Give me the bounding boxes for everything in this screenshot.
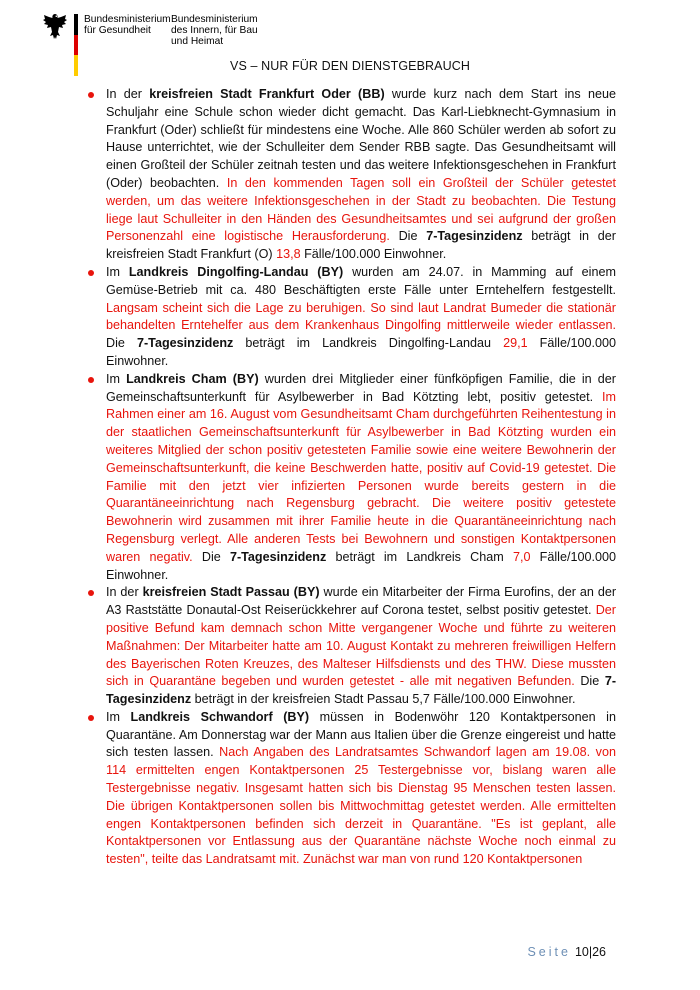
body-text: beträgt in der kreisfreien Stadt Passau 5,7 Fälle/100.000 Einwohner. bbox=[191, 692, 576, 707]
page-total: 26 bbox=[592, 945, 606, 959]
bold-text: kreisfreien Stadt Frankfurt Oder (BB) bbox=[149, 87, 385, 101]
update-text: Nach Angaben des Landratsamtes Schwandorf lagen am 19.08. von 114 ermittelten engen Kontaktpersonen 25 Testergebnisse vor, bislang waren alle Testergebnisse negativ. Insgesamt hatten sich bis Dienstag 95 Menschen testen lassen. Die übrigen Kontaktpersonen sollen bis Mittwochmittag getestet werden. Alle ermittelten engen Kontaktpersonen befinden sich derzeit in Quarantäne. "Es ist geplant, alle Kontaktpersonen vor Entlassung aus der Quarantäne nächste Woche noch einmal zu testen", teilte das Landratsamt mit. Zunächst war man von rund 120 Kontaktpersonen bbox=[106, 745, 616, 867]
report-item bbox=[106, 709, 616, 869]
bold-text: kreisfreien Stadt Passau (BY) bbox=[142, 585, 320, 600]
body-text: Die bbox=[389, 229, 427, 244]
body-text: wurden am 24.07. in Mamming auf einem Gemüse-Betrieb mit ca. 480 Beschäftigten erste Fälle unter Erntehelfern festgestellt. bbox=[106, 264, 616, 297]
body-text: Die bbox=[574, 674, 605, 689]
page-footer bbox=[0, 945, 606, 959]
update-text: 13,8 bbox=[276, 247, 301, 262]
body-text: beträgt im Landkreis Dingolfing-Landau bbox=[233, 336, 504, 351]
update-text: Langsam scheint sich die Lage zu beruhigen. So sind laut Landrat Bumeder die stationär behandelten Erntehelfer aus dem Krankenhaus Dingolfing mittlerweile wieder entlassen. bbox=[106, 300, 616, 333]
bold-text: Landkreis Schwandorf (BY) bbox=[130, 709, 310, 724]
federal-eagle-icon bbox=[42, 12, 68, 42]
report-item bbox=[106, 371, 616, 585]
body-text: Fälle/100.000 Einwohner. bbox=[106, 549, 616, 582]
report-item bbox=[106, 86, 616, 264]
bullet-icon bbox=[88, 377, 94, 383]
body-text: Die bbox=[106, 336, 137, 351]
update-text: 29,1 bbox=[503, 336, 528, 351]
body-text: Im bbox=[106, 709, 131, 724]
bold-text: Landkreis Cham (BY) bbox=[126, 371, 259, 386]
page-separator: | bbox=[588, 945, 593, 959]
report-body bbox=[106, 86, 616, 869]
body-text: wurde ein Mitarbeiter der Firma Eurofins, der an der A3 Raststätte Donautal-Ost Reiserückkehrer auf Corona testet, selbst positiv getestet. bbox=[106, 585, 617, 618]
body-text: wurden drei Mitglieder einer fünfköpfigen Familie, die in der Gemeinschaftsunterkunft für Asylbewerber in Bad Kötzting lebt, positiv getestet. bbox=[106, 371, 616, 404]
body-text: Die bbox=[192, 549, 230, 564]
body-text: Fälle/100.000 Einwohner. bbox=[300, 247, 447, 262]
classification-label: VS – NUR FÜR DEN DIENSTGEBRAUCH bbox=[230, 59, 470, 73]
bullet-icon bbox=[88, 715, 94, 721]
body-text: Im bbox=[106, 264, 129, 279]
update-text: In den kommenden Tagen soll ein Großteil der Schüler getestet werden, um das weitere Infektionsgeschehen in der Stadt zu beobachten. Die Testung liege laut Schulleiter in den Händen des Gesundheitsamtes und sei aufgrund der großen Personenzahl eine logistische Herausforderung. bbox=[106, 175, 616, 244]
body-text: Im bbox=[106, 371, 127, 386]
update-text: 7,0 bbox=[512, 549, 531, 564]
bullet-icon bbox=[88, 590, 94, 596]
body-text: wurde kurz nach dem Start ins neue Schuljahr eine Schule schon wieder dicht gemacht. Das Karl-Liebknecht-Gymnasium in Frankfurt (Oder) schließt für mindestens eine Woche. Alle 860 Schüler werden ab sofort zu Hause unterrichtet, wie der Schulleiter dem Sender RBB sagte. Das Gesundheitsamt will einen Großteil der Schüler zeitnah testen und das weitere Infektionsgeschehen in Frankfurt (Oder) beobachten. bbox=[106, 87, 616, 190]
body-text: In der bbox=[106, 87, 150, 101]
body-text: beträgt in der kreisfreien Stadt Frankfurt (O) bbox=[106, 229, 616, 262]
report-item bbox=[106, 264, 616, 371]
page-label: Seite bbox=[527, 945, 571, 959]
bold-text: 7-Tagesinzidenz bbox=[136, 336, 234, 351]
update-text: Der positive Befund kam demnach schon Mitte vergangener Woche und führte zu weiteren Maßnahmen: Der Mitarbeiter hatte am 10. August Kontakt zu mehreren freiwilligen Helfern des Bayerischen Roten Kreuzes, des Malteser Hilfsdiensts und des THW. Diese mussten sich in Quarantäne begeben und wurden getestet - alle mit negativen Befunden. bbox=[106, 603, 616, 689]
bold-text: 7-Tagesinzidenz bbox=[229, 549, 327, 564]
ministry-health-name: Bundesministerium für Gesundheit bbox=[84, 14, 171, 37]
body-text: Fälle/100.000 Einwohner. bbox=[106, 336, 616, 368]
bold-text: 7-Tagesinzidenz bbox=[106, 674, 617, 707]
update-text: Im Rahmen einer am 16. August vom Gesundheitsamt Cham durchgeführten Reihentestung in der staatlichen Gemeinschaftsunterkunft für Asylbewerber in Bad Kötzting wurden ein weiteres Mitglied der schon positiv getesteten Familie sowie eine weitere Bewohnerin der Gemeinschaftsunterkunft, die keine Beschwerden hatte, positiv auf Covid-19 getestet. Die Familie mit den jetzt vier infizierten Personen wurde bereits gestern in die Quarantäneeinrichtung nach Regensburg gebracht. Die weitere positiv getestete Bewohnerin wird zusammen mit ihrer Familie heute in die Quarantäneeinrichtung nach Regensburg verlegt. Alle anderen Tests bei Bewohnern und sonstigen Kontaktpersonen waren negativ. bbox=[106, 389, 616, 564]
bullet-icon bbox=[88, 92, 94, 98]
report-item bbox=[106, 584, 616, 709]
ministry-interior-name: Bundesministerium des Innern, für Bau und Heimat bbox=[171, 14, 258, 48]
body-text: In der bbox=[106, 585, 143, 600]
body-text: beträgt im Landkreis Cham bbox=[326, 549, 513, 564]
bold-text: 7-Tagesinzidenz bbox=[426, 229, 523, 244]
body-text: müssen in Bodenwöhr 120 Kontaktpersonen in Quarantäne. Am Donnerstag war der Mann aus Italien über die Grenze eingereist und hatte sich testen lassen. bbox=[106, 709, 616, 760]
page-number: 10 bbox=[574, 945, 589, 959]
bold-text: Landkreis Dingolfing-Landau (BY) bbox=[128, 264, 344, 279]
bullet-icon bbox=[88, 270, 94, 276]
